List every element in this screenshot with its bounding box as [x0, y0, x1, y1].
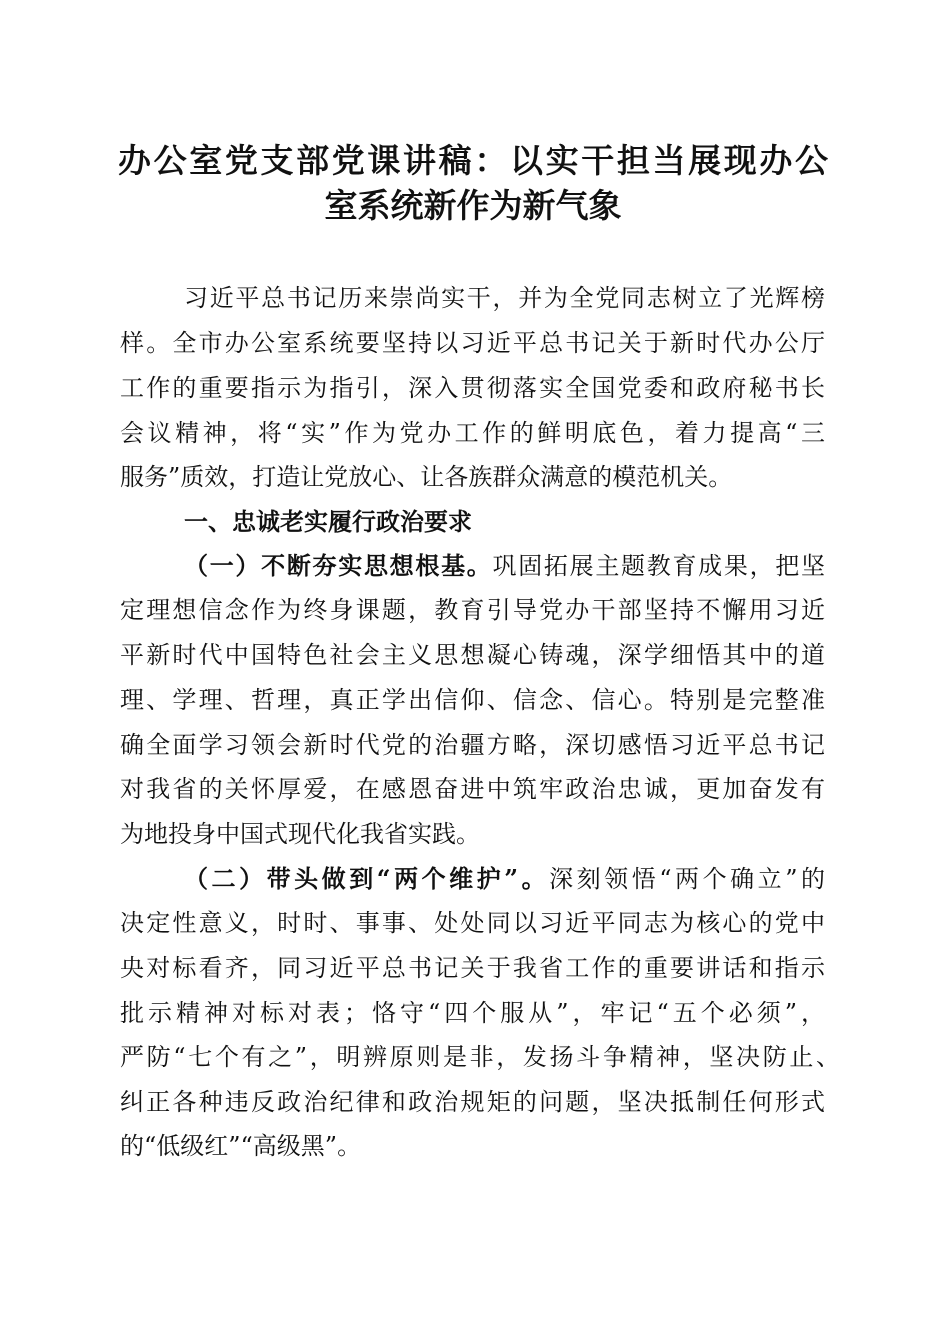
title-line-1: 办公室党支部党课讲稿：以实干担当展现办公 — [118, 141, 828, 180]
text-line: 决定性意义，时时、事事、处处同以习近平同志为核心的党中 — [120, 909, 825, 937]
text-line: 理、学理、哲理，真正学出信仰、信念、信心。特别是完整准 — [120, 686, 825, 714]
text-line: 服务”质效，打造让党放心、让各族群众满意的模范机关。 — [120, 463, 733, 491]
text-line: 为地投身中国式现代化我省实践。 — [120, 820, 480, 848]
text-line: 批示精神对标对表；恪守“四个服从”，牢记“五个必须”， — [120, 999, 825, 1027]
text-line: 的“低级红”“高级黑”。 — [120, 1132, 362, 1160]
text-line: 对我省的关怀厚爱，在感恩奋进中筑牢政治忠诚，更加奋发有 — [120, 775, 825, 803]
text-line: 纠正各种违反政治纪律和政治规矩的问题，坚决抵制任何形式 — [120, 1088, 825, 1116]
paragraph-text: 巩固拓展主题教育成果，把坚 — [492, 552, 825, 580]
paragraph-lead: （一）不断夯实思想根基。 — [184, 551, 493, 580]
paragraph-lead: （二）带头做到“两个维护”。 — [184, 864, 550, 893]
text-line: 习近平总书记历来崇尚实干，并为全党同志树立了光辉榜 — [184, 284, 825, 312]
text-line: 样。全市办公室系统要坚持以习近平总书记关于新时代办公厅 — [120, 329, 825, 357]
title-line-2: 室系统新作为新气象 — [324, 186, 622, 225]
text-line — [184, 857, 825, 901]
text-line: 会议精神，将“实”作为党办工作的鲜明底色，着力提高“三 — [120, 419, 825, 447]
text-line: 定理想信念作为终身课题，教育引导党办干部坚持不懈用习近 — [120, 596, 825, 624]
text-line: 平新时代中国特色社会主义思想凝心铸魂，深学细悟其中的道 — [120, 641, 825, 669]
paragraph-text: 深刻领悟“两个确立”的 — [549, 865, 825, 893]
text-line: 严防“七个有之”，明辨原则是非，发扬斗争精神，坚决防止、 — [120, 1043, 840, 1071]
text-line: 工作的重要指示为指引，深入贯彻落实全国党委和政府秘书长 — [120, 374, 825, 402]
section-heading: 一、忠诚老实履行政治要求 — [184, 507, 472, 536]
text-line: 央对标看齐，同习近平总书记关于我省工作的重要讲话和指示 — [120, 954, 825, 982]
text-line — [184, 544, 825, 588]
text-line: 确全面学习领会新时代党的治疆方略，深切感悟习近平总书记 — [120, 731, 825, 759]
